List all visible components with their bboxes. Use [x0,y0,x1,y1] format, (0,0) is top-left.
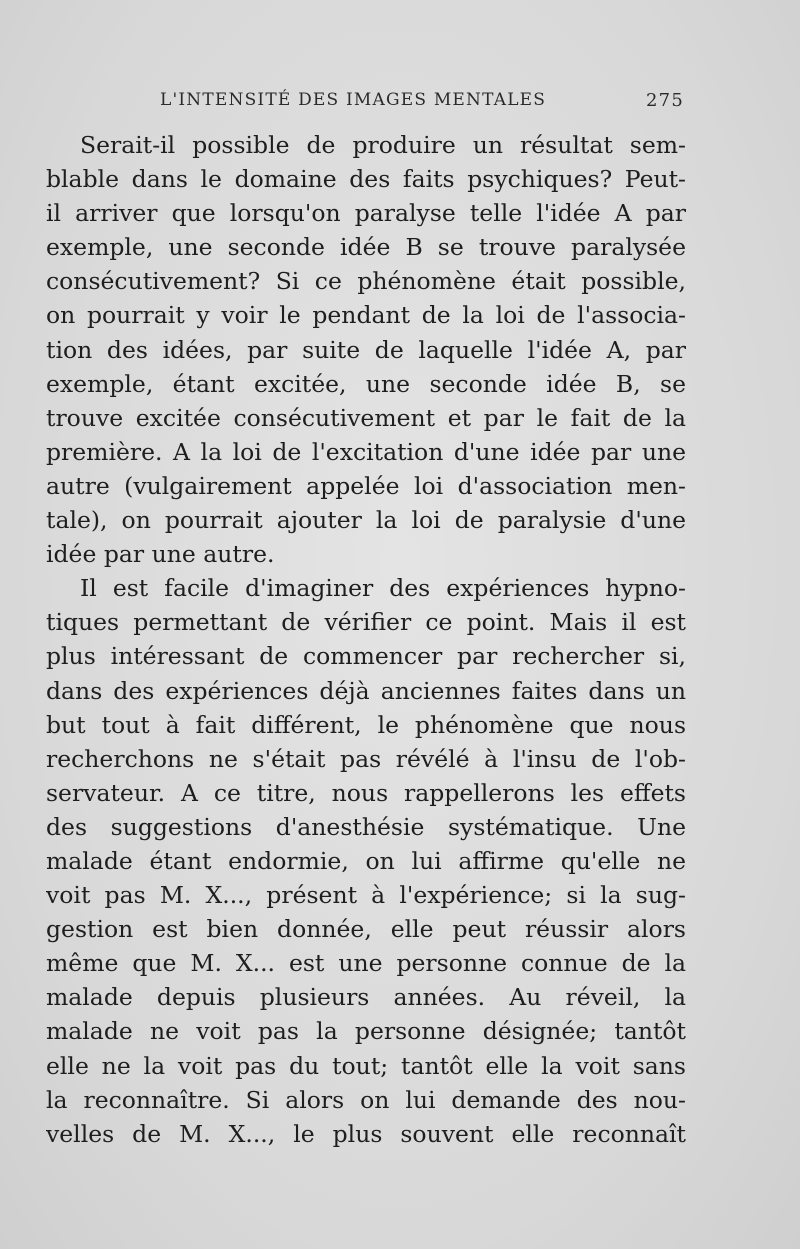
text-line: malade depuis plusieurs années. Au réveil, la [46,983,686,1012]
text-line: malade ne voit pas la personne désignée; tantôt [46,1017,686,1046]
text-line: trouve excitée consécutivement et par le fait de la [46,403,686,432]
text-line: but tout à fait différent, le phénomène que nous [46,710,686,739]
text-line: blable dans le domaine des faits psychiques? Peut- [46,165,686,194]
text-line: autre (vulgairement appelée loi d'association men- [46,471,686,500]
text-line: gestion est bien donnée, elle peut réussir alors [46,915,686,944]
body-text [46,128,686,1151]
text-line: Il est facile d'imaginer des expériences hypno- [80,574,686,603]
text-line: tion des idées, par suite de laquelle l'idée A, par [46,335,686,364]
text-line: même que M. X... est une personne connue de la [46,949,686,978]
text-line: plus intéressant de commencer par rechercher si, [46,642,686,671]
text-line: dans des expériences déjà anciennes faites dans un [46,676,686,705]
text-line: consécutivement? Si ce phénomène était possible, [46,267,686,296]
text-line: il arriver que lorsqu'on paralyse telle l'idée A par [46,199,686,228]
text-line: tiques permettant de vérifier ce point. Mais il est [46,608,686,637]
text-line: exemple, étant excitée, une seconde idée B, se [46,369,686,398]
text-line: velles de M. X..., le plus souvent elle reconnaît [46,1119,686,1148]
running-title: L'INTENSITÉ DES IMAGES MENTALES [160,90,547,110]
text-line: malade étant endormie, on lui affirme qu'elle ne [46,846,686,875]
text-line: exemple, une seconde idée B se trouve paralysée [46,233,686,262]
text-line: tale), on pourrait ajouter la loi de paralysie d'une [46,506,686,535]
text-line: première. A la loi de l'excitation d'une idée par une [46,437,686,466]
text-line: Serait-il possible de produire un résultat sem- [80,131,686,159]
text-line: voit pas M. X..., présent à l'expérience; si la sug- [46,881,686,910]
text-line: des suggestions d'anesthésie systématique. Une [46,812,686,841]
page-number: 275 [646,90,684,111]
text-line: servateur. A ce titre, nous rappellerons les effets [46,778,686,807]
text-line: recherchons ne s'était pas révélé à l'insu de l'ob- [46,744,686,773]
running-header [160,90,690,116]
text-line: on pourrait y voir le pendant de la loi de l'associa- [46,301,686,330]
text-line: la reconnaître. Si alors on lui demande des nou- [46,1085,686,1114]
text-line: elle ne la voit pas du tout; tantôt elle la voit sans [46,1051,686,1080]
text-line: idée par une autre. [46,540,275,569]
